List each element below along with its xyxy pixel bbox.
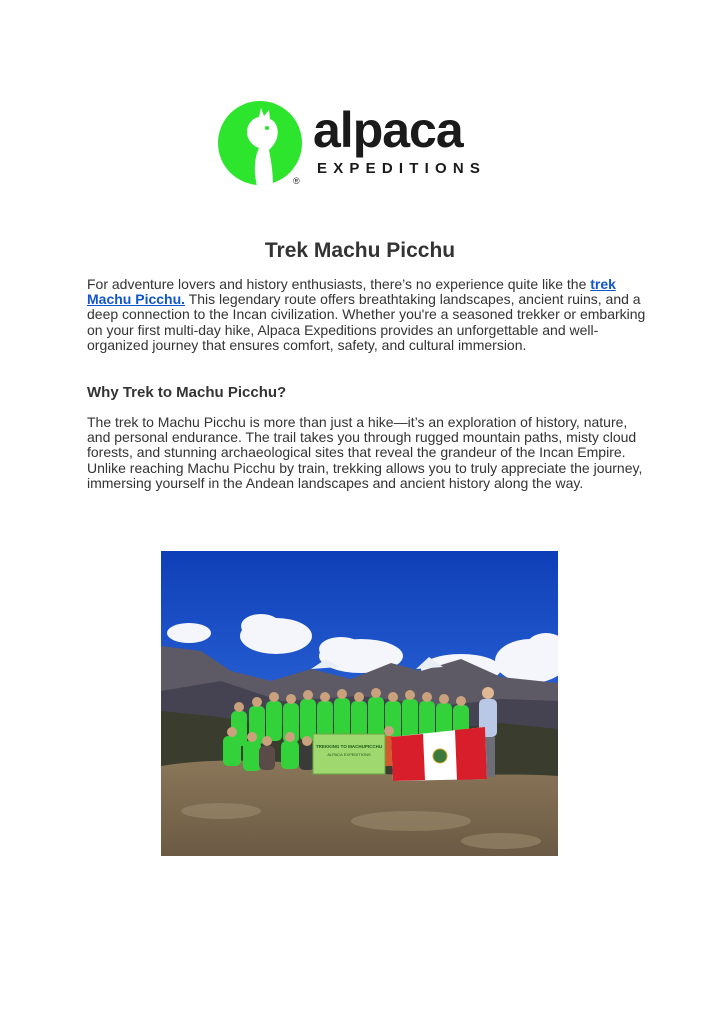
section-paragraph: The trek to Machu Picchu is more than just a hike—it’s an exploration of history, nature, and personal endurance. The trail takes you through rugged mountain paths, misty cloud forests, and stunning archaeological sites that reveal the grandeur of the Incan Empire. Unlike reaching Machu Picchu by train, trekking allows you to truly appreciate the journey, immersing yourself in the Andean landscapes and ancient history along the way.	[87, 414, 643, 491]
logo-wordmark: alpaca	[313, 102, 463, 158]
logo-subtitle: EXPEDITIONS	[317, 160, 487, 177]
banner-text-line2: ALPACA EXPEDITIONS	[327, 752, 371, 757]
registered-mark: ®	[293, 176, 300, 186]
intro-text-after-link: This legendary route offers breathtaking landscapes, ancient ruins, and a deep connection to the Incan civilization. Whether you're a seasoned trekker or embarking on your first multi-day hike, Alpaca Expeditions provides an unforgettable and well-organized journey that ensures comfort, safety, and cultural immersion.	[87, 291, 646, 353]
trek-machu-picchu-link[interactable]: trek Machu Picchu.	[87, 276, 616, 308]
group-trek-photo	[161, 551, 558, 856]
intro-text-before-link: For adventure lovers and history enthusiasts, there’s no experience quite like the	[87, 276, 591, 292]
intro-paragraph	[87, 277, 647, 353]
banner-text-line1: TREKKING TO MACHUPICCHU	[315, 744, 383, 749]
trekkers-summit-illustration	[161, 551, 558, 856]
expedition-banner	[313, 734, 385, 774]
alpaca-expeditions-logo	[217, 100, 507, 190]
section-heading: Why Trek to Machu Picchu?	[87, 384, 287, 401]
alpaca-head-logo-icon	[217, 100, 303, 186]
page-title: Trek Machu Picchu	[264, 239, 456, 262]
